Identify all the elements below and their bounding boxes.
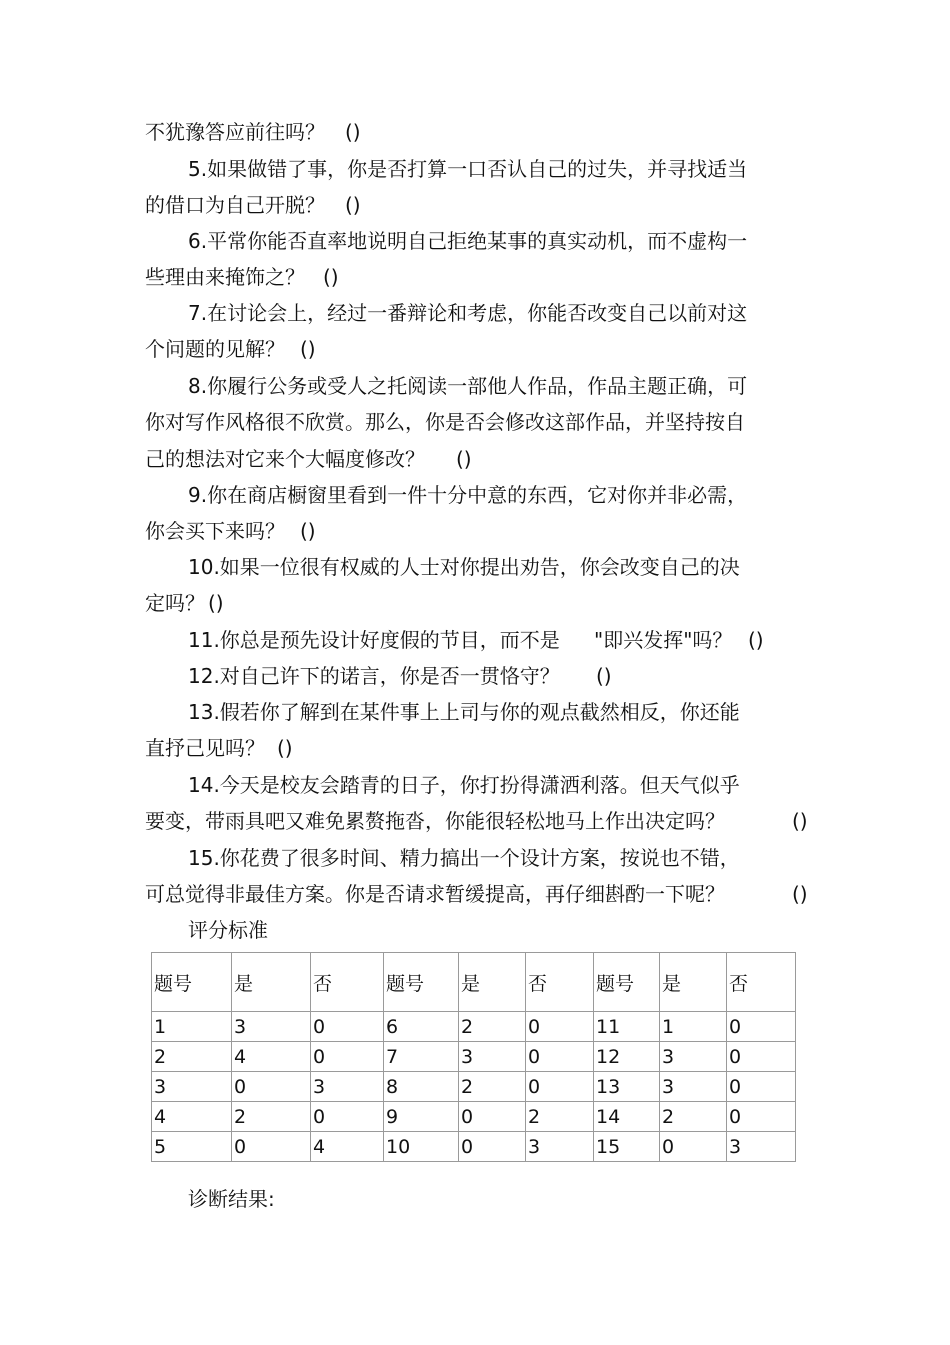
line-text: 要变，带雨具吧又难免累赘拖沓，你能很轻松地马上作出决定吗？ xyxy=(145,809,725,833)
text-line xyxy=(0,878,950,910)
table-cell: 1 xyxy=(152,1012,232,1042)
table-cell: 13 xyxy=(594,1072,660,1102)
table-cell: 4 xyxy=(232,1042,311,1072)
question-10-line xyxy=(0,551,950,583)
table-cell: 0 xyxy=(311,1102,384,1132)
table-cell: 2 xyxy=(232,1102,311,1132)
diagnosis-heading: 诊断结果: xyxy=(188,1187,275,1211)
table-cell: 7 xyxy=(384,1042,459,1072)
line-text: 5.如果做错了事，你是否打算一口否认自己的过失，并寻找适当 xyxy=(188,157,748,181)
header-cell: 是 xyxy=(660,953,727,1012)
answer-mark: () xyxy=(596,664,612,688)
table-row xyxy=(152,1072,796,1102)
line-text: 7.在讨论会上，经过一番辩论和考虑，你能否改变自己以前对这 xyxy=(188,301,748,325)
header-cell: 否 xyxy=(727,953,796,1012)
table-cell: 0 xyxy=(727,1042,796,1072)
line-text: 可总觉得非最佳方案。你是否请求暂缓提高，再仔细斟酌一下呢？ xyxy=(145,882,725,906)
line-text: 不犹豫答应前往吗？ xyxy=(145,120,325,144)
header-cell: 题号 xyxy=(152,953,232,1012)
line-text: 12.对自己许下的诺言，你是否一贯恪守？ xyxy=(188,664,560,688)
answer-mark: () xyxy=(792,882,808,906)
answer-mark: () xyxy=(456,447,472,471)
table-row xyxy=(152,1132,796,1162)
table-cell: 0 xyxy=(311,1012,384,1042)
table-cell: 15 xyxy=(594,1132,660,1162)
table-row xyxy=(152,1102,796,1132)
line-text: 己的想法对它来个大幅度修改？ xyxy=(145,447,425,471)
table-cell: 0 xyxy=(660,1132,727,1162)
table-cell: 0 xyxy=(232,1072,311,1102)
table-cell: 3 xyxy=(526,1132,594,1162)
question-5-line xyxy=(0,153,950,185)
text-line xyxy=(0,515,950,547)
line-text: 10.如果一位很有权威的人士对你提出劝告，你会改变自己的决 xyxy=(188,555,740,579)
header-cell: 是 xyxy=(232,953,311,1012)
table-cell: 0 xyxy=(526,1042,594,1072)
answer-mark: () xyxy=(792,809,808,833)
table-cell: 10 xyxy=(384,1132,459,1162)
header-cell: 题号 xyxy=(594,953,660,1012)
line-text-quote: "即兴发挥"吗？ xyxy=(594,628,733,652)
question-11-line xyxy=(0,624,950,656)
question-6-line xyxy=(0,225,950,257)
scoring-criteria-heading: 评分标准 xyxy=(188,918,268,942)
line-text: 11.你总是预先设计好度假的节目，而不是 xyxy=(188,628,560,652)
table-cell: 3 xyxy=(660,1072,727,1102)
line-text: 6.平常你能否直率地说明自己拒绝某事的真实动机，而不虚构一 xyxy=(188,229,748,253)
header-cell: 否 xyxy=(311,953,384,1012)
table-header-row xyxy=(152,953,796,1012)
table-cell: 0 xyxy=(727,1102,796,1132)
line-text: 定吗？ xyxy=(145,591,205,615)
table-cell: 12 xyxy=(594,1042,660,1072)
answer-mark: () xyxy=(300,519,316,543)
table-cell: 1 xyxy=(660,1012,727,1042)
text-line xyxy=(0,406,950,438)
text-line xyxy=(0,333,950,365)
text-line xyxy=(0,443,950,475)
question-12-line xyxy=(0,660,950,692)
table-cell: 14 xyxy=(594,1102,660,1132)
header-cell: 题号 xyxy=(384,953,459,1012)
line-text: 你对写作风格很不欣赏。那么，你是否会修改这部作品，并坚持按自 xyxy=(145,410,745,434)
table-cell: 11 xyxy=(594,1012,660,1042)
table-cell: 0 xyxy=(526,1072,594,1102)
table-cell: 9 xyxy=(384,1102,459,1132)
table-row xyxy=(152,1042,796,1072)
table-cell: 0 xyxy=(459,1102,526,1132)
table-cell: 0 xyxy=(232,1132,311,1162)
header-cell: 是 xyxy=(459,953,526,1012)
answer-mark: () xyxy=(277,736,293,760)
text-line xyxy=(0,587,950,619)
table-cell: 3 xyxy=(232,1012,311,1042)
text-line xyxy=(0,261,950,293)
table-row xyxy=(152,1012,796,1042)
table-cell: 3 xyxy=(311,1072,384,1102)
question-9-line xyxy=(0,479,950,511)
text-line xyxy=(0,732,950,764)
answer-mark: () xyxy=(208,591,224,615)
table-cell: 5 xyxy=(152,1132,232,1162)
table-cell: 0 xyxy=(727,1072,796,1102)
line-text: 15.你花费了很多时间、精力搞出一个设计方案，按说也不错， xyxy=(188,846,740,870)
scoring-table xyxy=(151,952,796,1162)
line-text: 些理由来掩饰之？ xyxy=(145,265,305,289)
table-cell: 0 xyxy=(526,1012,594,1042)
line-text: 的借口为自己开脱？ xyxy=(145,193,325,217)
question-8-line xyxy=(0,370,950,402)
line-text: 直抒己见吗？ xyxy=(145,736,265,760)
line-text: 个问题的见解？ xyxy=(145,337,285,361)
table-cell: 3 xyxy=(152,1072,232,1102)
text-line xyxy=(0,805,950,837)
question-15-line xyxy=(0,842,950,874)
table-cell: 8 xyxy=(384,1072,459,1102)
table-cell: 4 xyxy=(311,1132,384,1162)
table-cell: 2 xyxy=(526,1102,594,1132)
answer-mark: () xyxy=(323,265,339,289)
header-cell: 否 xyxy=(526,953,594,1012)
question-13-line xyxy=(0,696,950,728)
table-cell: 3 xyxy=(727,1132,796,1162)
answer-mark: () xyxy=(345,120,361,144)
line-text: 14.今天是校友会踏青的日子，你打扮得潇洒利落。但天气似乎 xyxy=(188,773,740,797)
table-cell: 2 xyxy=(459,1072,526,1102)
table-cell: 2 xyxy=(152,1042,232,1072)
line-text: 你会买下来吗？ xyxy=(145,519,285,543)
answer-mark: () xyxy=(300,337,316,361)
table-cell: 0 xyxy=(311,1042,384,1072)
line-text: 13.假若你了解到在某件事上上司与你的观点截然相反，你还能 xyxy=(188,700,740,724)
table-cell: 3 xyxy=(459,1042,526,1072)
line-text: 9.你在商店橱窗里看到一件十分中意的东西，它对你并非必需， xyxy=(188,483,748,507)
answer-mark: () xyxy=(748,628,764,652)
table-cell: 3 xyxy=(660,1042,727,1072)
line-text: 8.你履行公务或受人之托阅读一部他人作品，作品主题正确，可 xyxy=(188,374,748,398)
table-cell: 0 xyxy=(727,1012,796,1042)
text-line xyxy=(0,189,950,221)
table-cell: 4 xyxy=(152,1102,232,1132)
table-cell: 0 xyxy=(459,1132,526,1162)
text-line xyxy=(0,116,950,148)
question-14-line xyxy=(0,769,950,801)
table-cell: 2 xyxy=(660,1102,727,1132)
question-7-line xyxy=(0,297,950,329)
table-cell: 6 xyxy=(384,1012,459,1042)
table-cell: 2 xyxy=(459,1012,526,1042)
answer-mark: () xyxy=(345,193,361,217)
